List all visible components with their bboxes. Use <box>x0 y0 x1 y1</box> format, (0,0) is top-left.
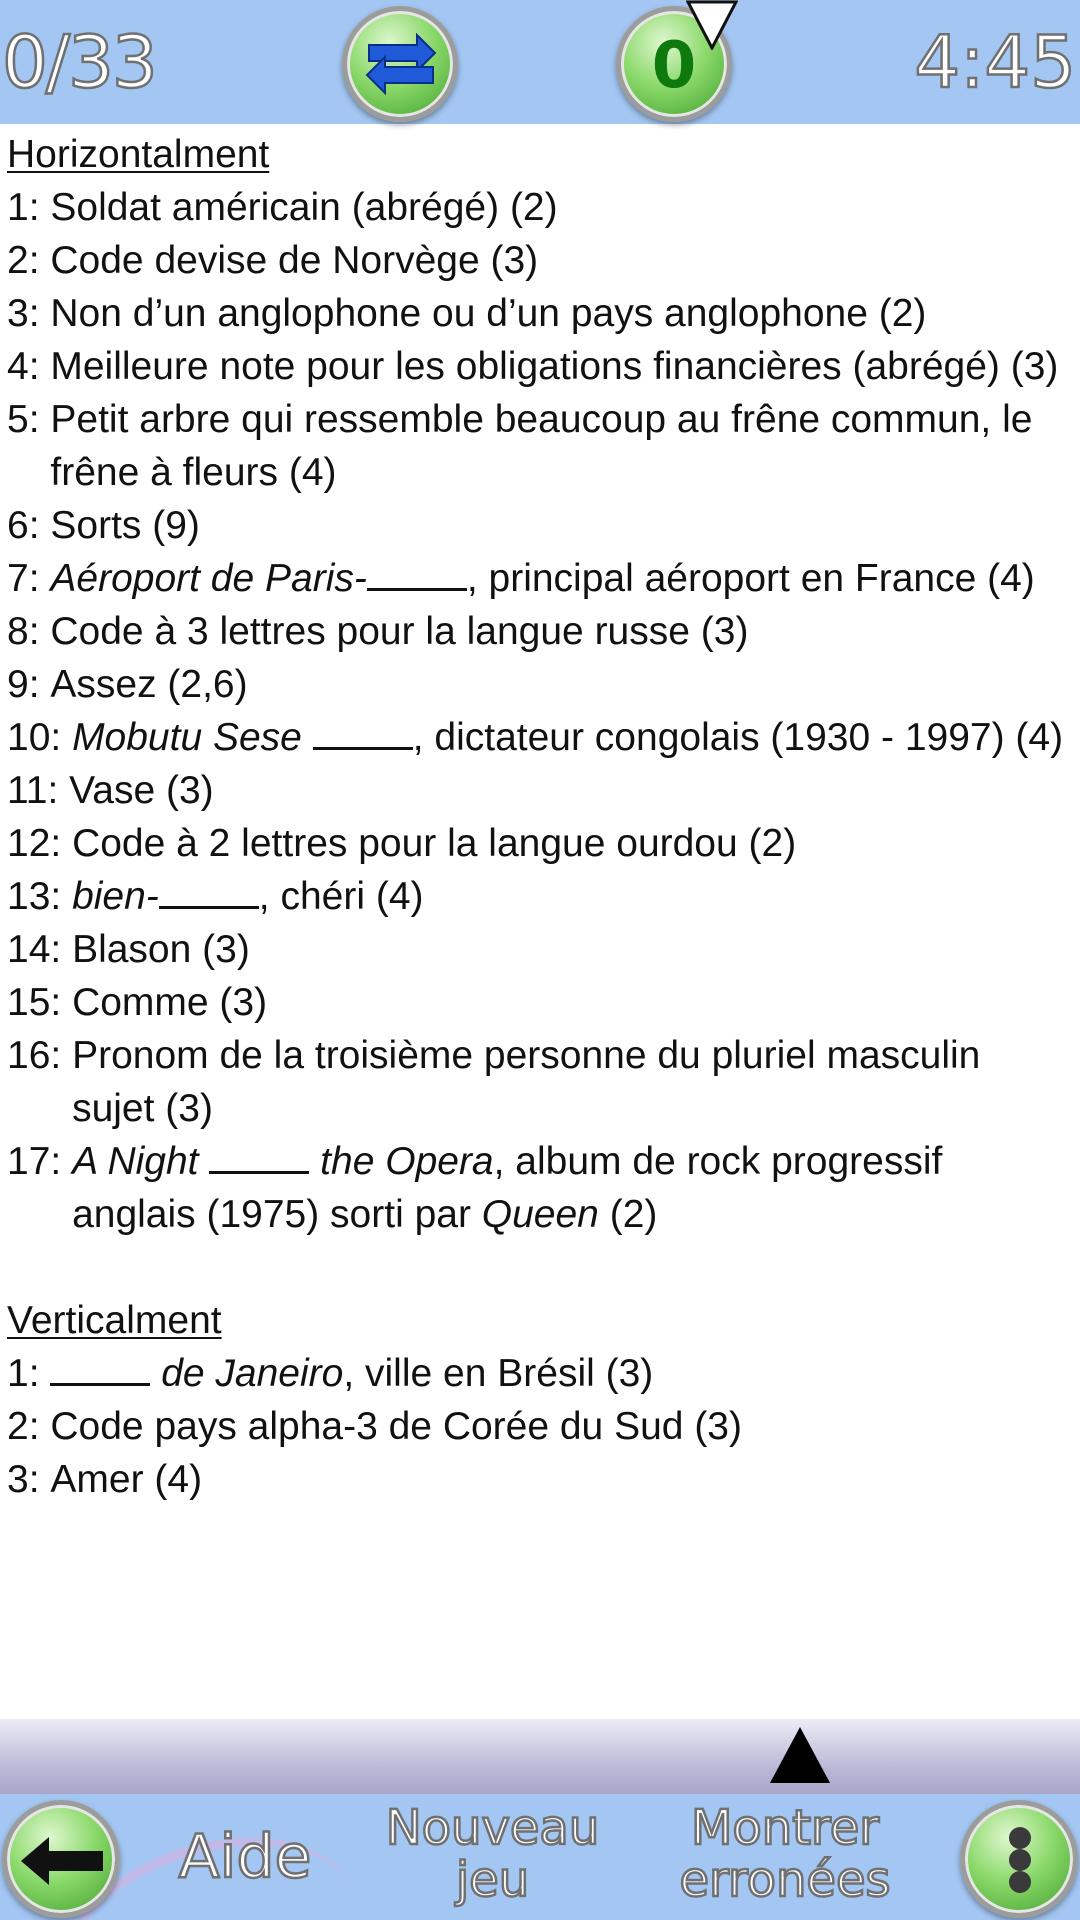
timer: 4:45 <box>914 20 1076 104</box>
across-clue[interactable] <box>7 234 1073 287</box>
clue-text-italic: A Night <box>72 1140 210 1183</box>
across-clue[interactable] <box>7 764 1073 817</box>
across-clue[interactable] <box>7 181 1073 234</box>
clue-text <box>50 605 1073 658</box>
across-clue[interactable] <box>7 658 1073 711</box>
clue-text-part: Code pays alpha-3 de Corée du Sud (3) <box>50 1405 742 1448</box>
clue-text-part: Vase (3) <box>69 769 214 812</box>
clue-text-italic: Aéroport de Paris- <box>50 557 367 600</box>
clue-text-part: , album de rock progressif anglais (1975) sorti par <box>72 1140 943 1236</box>
clue-number: 11: <box>7 769 70 812</box>
clue-text <box>72 976 1073 1029</box>
clue-number: 6: <box>7 504 51 547</box>
clue-number: 9: <box>7 663 51 706</box>
answer-blank <box>209 1171 309 1174</box>
clue-text-part: Sorts (9) <box>50 504 200 547</box>
across-clue[interactable] <box>7 817 1073 870</box>
triangle-up-icon <box>770 1727 830 1783</box>
clue-text-part: , dictateur congolais (1930 - 1997) (4) <box>412 716 1064 759</box>
clue-text <box>72 870 1073 923</box>
across-heading: Horizontalment <box>7 133 270 176</box>
clue-text <box>50 552 1073 605</box>
clue-number: 4: <box>7 345 51 388</box>
menu-button[interactable] <box>960 1800 1078 1918</box>
clue-number: 13: <box>7 875 73 918</box>
across-clue[interactable] <box>7 605 1073 658</box>
down-heading: Verticalment <box>7 1299 222 1342</box>
clue-number: 16: <box>7 1034 73 1077</box>
clue-number: 1: <box>7 186 51 229</box>
clue-text <box>50 658 1073 711</box>
clue-text <box>72 923 1073 976</box>
clue-text-part: Pronom de la troisième personne du pluriel masculin sujet (3) <box>72 1034 981 1130</box>
clue-list <box>7 128 1073 1506</box>
score-value: 0 <box>651 29 697 103</box>
clue-text <box>50 393 1073 499</box>
across-clue[interactable] <box>7 923 1073 976</box>
clue-text-part: Amer (4) <box>50 1458 203 1501</box>
answer-blank <box>313 747 413 750</box>
clue-text-italic: de Janeiro <box>150 1352 344 1395</box>
clue-text <box>72 1029 1073 1135</box>
expand-handle[interactable] <box>0 1719 1080 1794</box>
new-game-button[interactable] <box>370 1802 615 1906</box>
help-label: Aide <box>178 1822 312 1892</box>
clue-number: 8: <box>7 610 51 653</box>
triangle-down-icon <box>686 0 738 50</box>
clue-text-part: Code à 2 lettres pour la langue ourdou (2) <box>72 822 797 865</box>
clue-number: 3: <box>7 1458 51 1501</box>
clue-text <box>72 817 1073 870</box>
across-clue[interactable] <box>7 1029 1073 1135</box>
clue-text <box>50 340 1073 393</box>
clue-number: 15: <box>7 981 73 1024</box>
show-wrong-label-line2: erronées <box>679 1852 891 1908</box>
clue-number: 1: <box>7 1352 51 1395</box>
clue-text-italic: Mobutu Sese <box>72 716 313 759</box>
across-clue[interactable] <box>7 393 1073 499</box>
clue-text-part: Meilleure note pour les obligations financières (abrégé) (3) <box>50 345 1059 388</box>
help-button[interactable] <box>170 1822 320 1892</box>
clue-text-italic: bien- <box>72 875 159 918</box>
clue-text-part: Comme (3) <box>72 981 268 1024</box>
answer-blank <box>50 1383 150 1386</box>
clue-text-part: Petit arbre qui ressemble beaucoup au frêne commun, le frêne à fleurs (4) <box>50 398 1033 494</box>
across-clue[interactable] <box>7 711 1073 764</box>
section-gap <box>7 1241 1073 1294</box>
clue-text <box>50 499 1073 552</box>
clue-text-part: Code devise de Norvège (3) <box>50 239 539 282</box>
answer-blank <box>159 906 259 909</box>
across-clue[interactable] <box>7 499 1073 552</box>
clue-text <box>50 287 1073 340</box>
down-clue[interactable] <box>7 1453 1073 1506</box>
down-clue[interactable] <box>7 1347 1073 1400</box>
down-clue[interactable] <box>7 1400 1073 1453</box>
across-clue[interactable] <box>7 552 1073 605</box>
clue-number: 3: <box>7 292 51 335</box>
clue-text <box>50 181 1073 234</box>
across-clue[interactable] <box>7 1135 1073 1241</box>
clue-text-part: (2) <box>598 1193 658 1236</box>
new-game-label-line2: jeu <box>455 1852 530 1908</box>
clue-text-part: Assez (2,6) <box>50 663 248 706</box>
clue-number: 2: <box>7 1405 51 1448</box>
new-game-label-line1: Nouveau <box>385 1800 600 1856</box>
clue-number: 17: <box>7 1140 73 1183</box>
clue-text <box>50 1453 1073 1506</box>
clue-text <box>50 234 1073 287</box>
clue-text <box>69 764 1073 817</box>
clue-text-part: Code à 3 lettres pour la langue russe (3) <box>50 610 749 653</box>
clue-text-part: Non d’un anglophone ou d’un pays anglophone (2) <box>50 292 927 335</box>
bottom-bar <box>0 1794 1080 1920</box>
clue-text <box>72 1135 1073 1241</box>
clue-number: 2: <box>7 239 51 282</box>
swap-arrows-icon <box>365 33 437 95</box>
clue-number: 14: <box>7 928 73 971</box>
clue-number: 10: <box>7 716 73 759</box>
show-wrong-label-line1: Montrer <box>691 1800 879 1856</box>
back-button[interactable] <box>2 1800 120 1918</box>
clue-text <box>72 711 1073 764</box>
clue-text-part: , principal aéroport en France (4) <box>466 557 1035 600</box>
top-bar <box>0 0 1080 124</box>
clue-text-part: Blason (3) <box>72 928 250 971</box>
clue-text-part: , ville en Brésil (3) <box>343 1352 654 1395</box>
clue-text <box>50 1347 1073 1400</box>
clue-text-italic: the Opera <box>309 1140 494 1183</box>
across-clue[interactable] <box>7 870 1073 923</box>
swap-direction-button[interactable] <box>342 6 458 122</box>
answer-blank <box>367 588 467 591</box>
clue-text <box>50 1400 1073 1453</box>
arrow-left-icon <box>19 1835 105 1887</box>
across-clue[interactable] <box>7 287 1073 340</box>
progress-counter: 0/33 <box>2 20 156 104</box>
clue-text-part: , chéri (4) <box>258 875 424 918</box>
clue-number: 12: <box>7 822 73 865</box>
clue-number: 5: <box>7 398 51 441</box>
show-wrong-button[interactable] <box>660 1802 910 1906</box>
across-clue[interactable] <box>7 340 1073 393</box>
clue-text-part: Soldat américain (abrégé) (2) <box>50 186 558 229</box>
across-clues <box>7 181 1073 1241</box>
clue-number: 7: <box>7 557 51 600</box>
down-clues <box>7 1347 1073 1506</box>
clue-text-italic: Queen <box>481 1193 599 1236</box>
across-clue[interactable] <box>7 976 1073 1029</box>
